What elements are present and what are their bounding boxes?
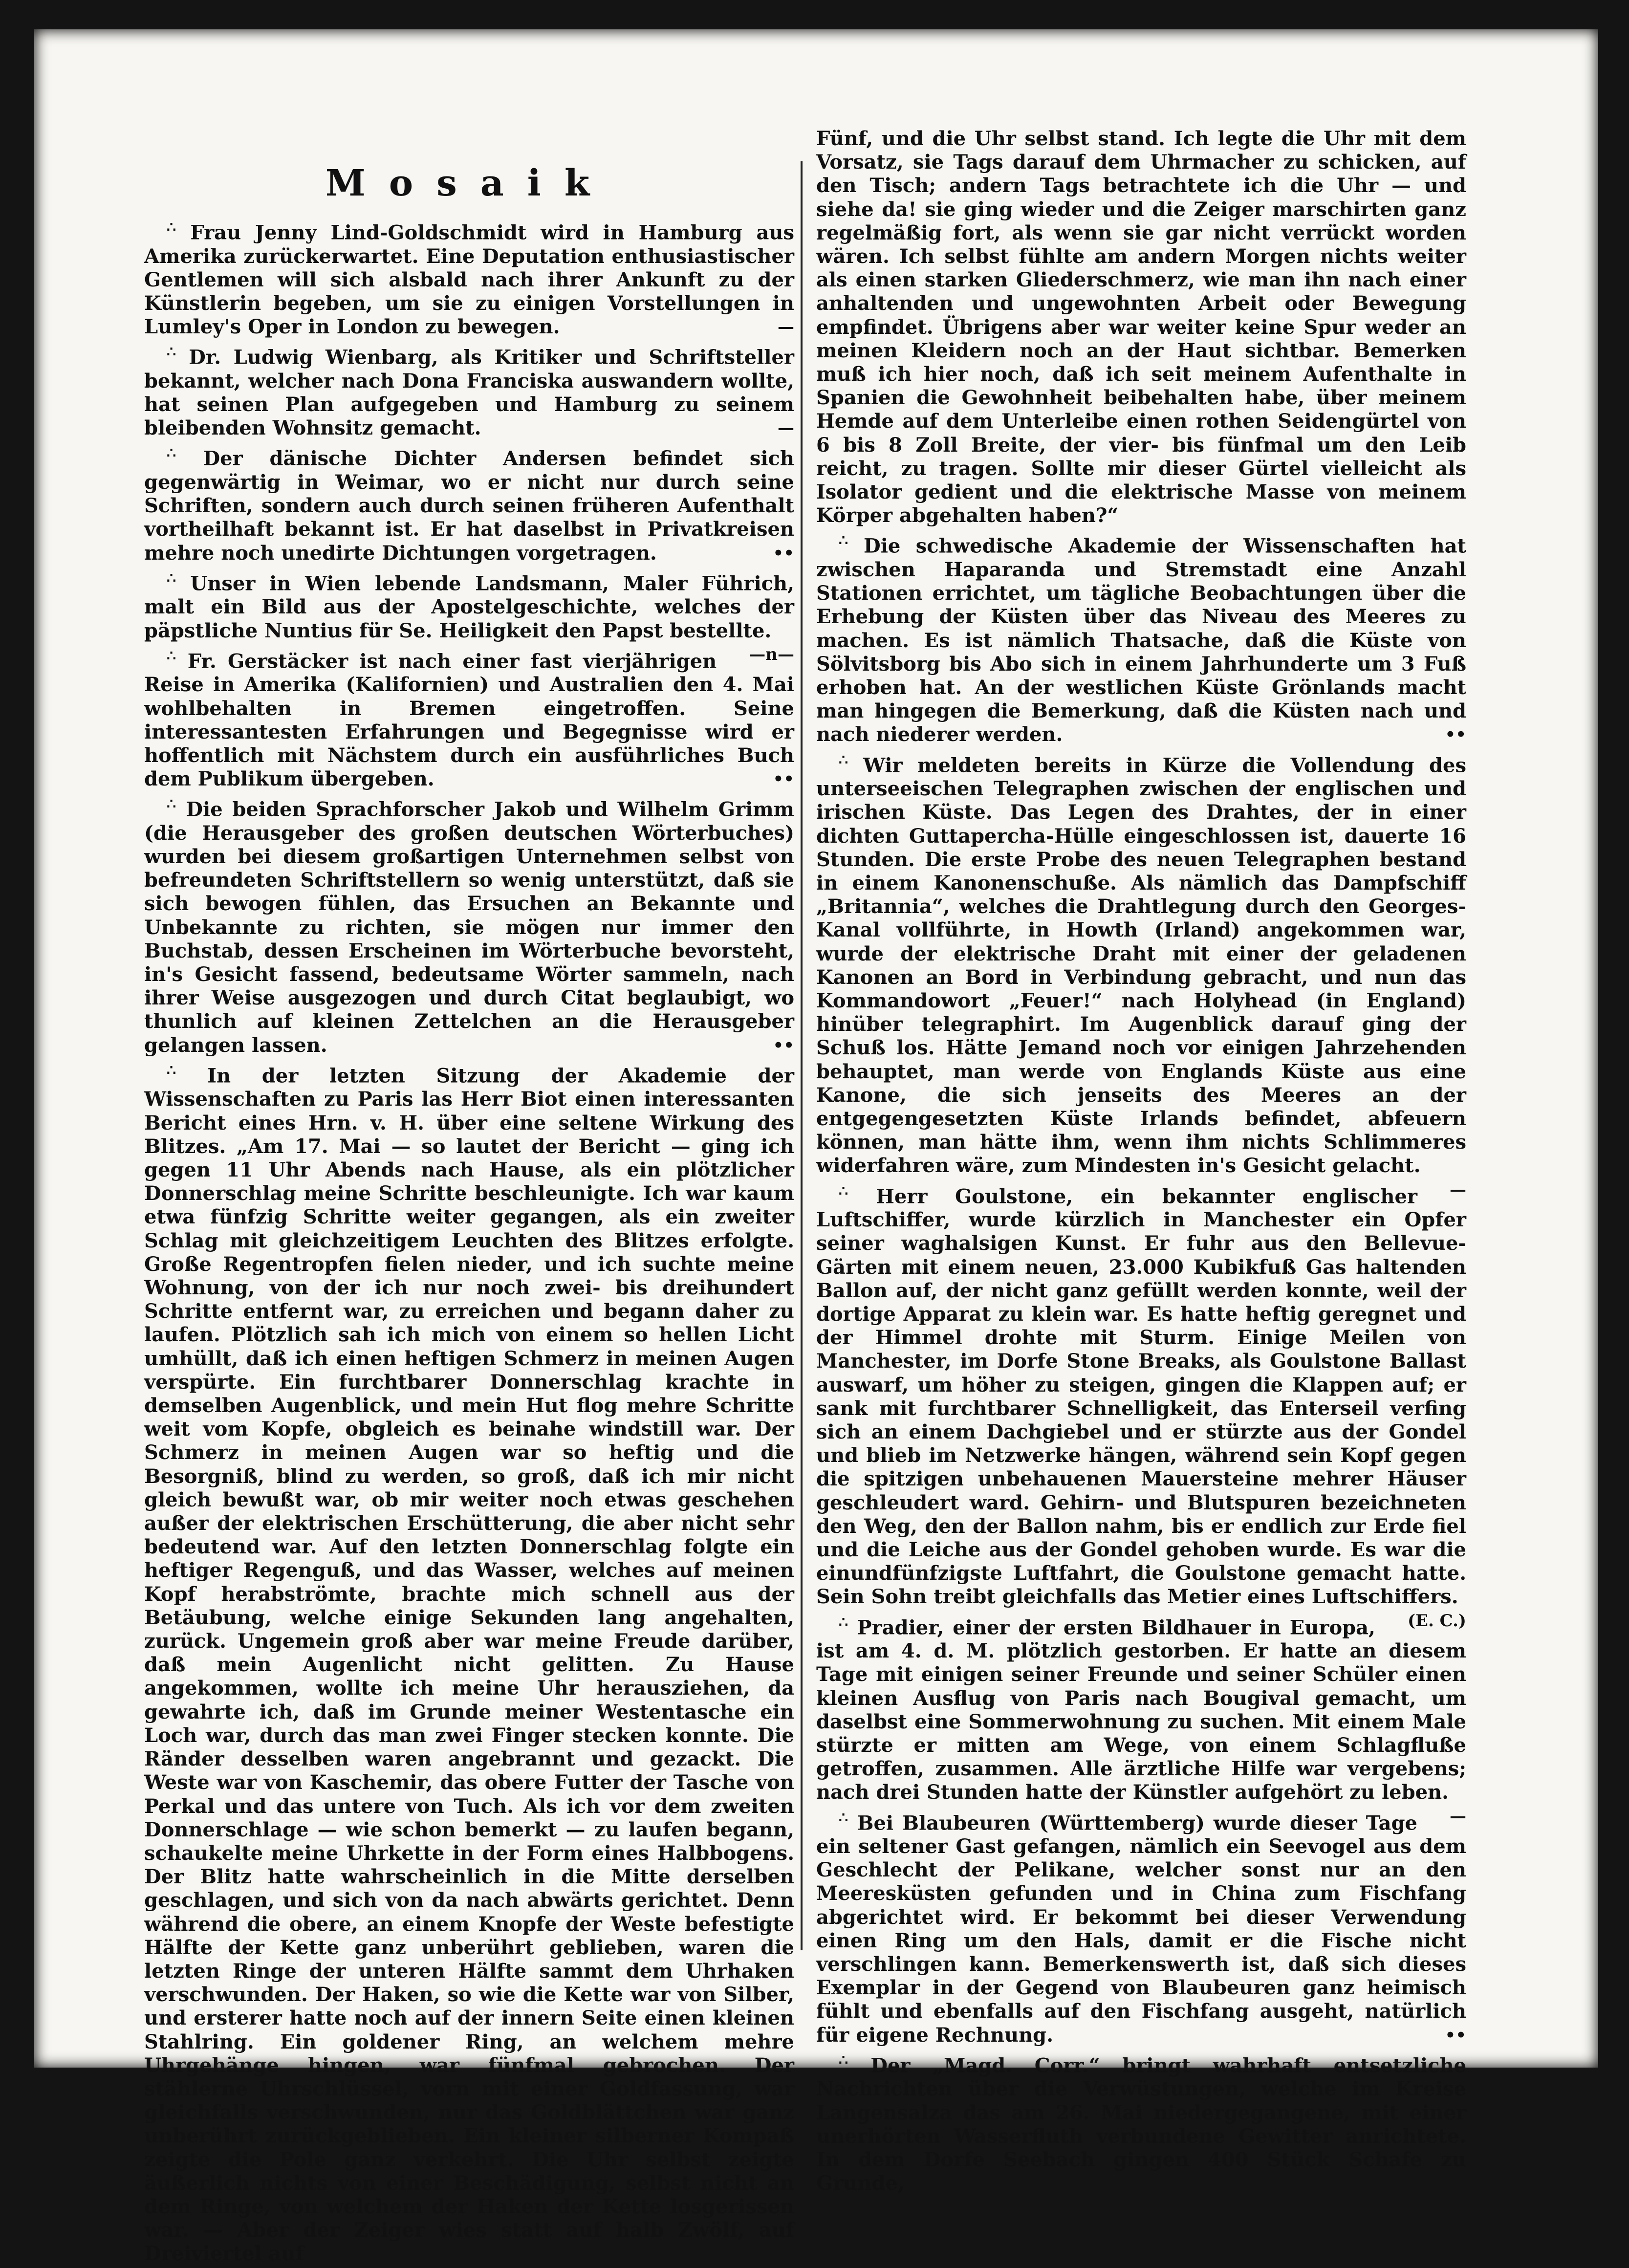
asterism-icon: ∴ [839, 532, 864, 550]
asterism-icon: ∴ [167, 219, 191, 236]
right-article-list [816, 127, 1466, 2195]
article-paragraph [816, 1180, 1466, 1631]
article-text: Die beiden Sprachforscher Jakob und Wilhelm Grimm (die Herausgeber des großen deutschen Wörterbuches) wurden bei diesem großartigen Unternehmen selbst von befreundeten Schriftstellern so wenig unterstützt, daß sie sich bewogen fühlen, das Ersuchen an Bekannte und Unbekannte zu richten, sie mögen nur immer den Buchstab, dessen Erscheinen im Wörterbuche bevorsteht, in's Gesicht fassend, bedeutsame Wörter sammeln, nach ihrer Weise ausgezogen und durch Citat beglaubigt, wo thunlich auf kleinen Zettelchen an die Herausgeber gelangen lassen. [144, 798, 794, 1057]
asterism-icon: ∴ [167, 647, 188, 665]
article-signature: •• [773, 769, 794, 789]
article-paragraph [816, 2049, 1466, 2196]
article-signature: •• [1445, 725, 1466, 745]
asterism-icon: ∴ [839, 2051, 871, 2069]
asterism-icon: ∴ [167, 1062, 208, 1079]
right-column [816, 127, 1466, 2197]
article-signature: — [1450, 1179, 1466, 1199]
column-rule [801, 161, 803, 1950]
article-paragraph [816, 529, 1466, 746]
asterism-icon: ∴ [839, 1182, 876, 1200]
article-paragraph [144, 1059, 794, 2266]
left-column [144, 127, 794, 2268]
asterism-icon: ∴ [839, 751, 864, 769]
article-paragraph [816, 1807, 1466, 2047]
article-text: Die schwedische Akademie der Wissenschaften hat zwischen Haparanda und Stremstadt eine Anzahl Stationen errichtet, um tägliche Beobachtungen über die Erhebung der Küsten über das Niveau des Meeres zu machen. Es ist nämlich Thatsache, daß die Küste von Sölvitsborg bis Abo sich in einem Jahrhunderte um 3 Fuß erhoben hat. An der westlichen Küste Grönlands macht man hingegen die Bemerkung, daß die Küsten nach und nach niederer werden. [816, 534, 1466, 746]
article-text: Frau Jenny Lind-Goldschmidt wird in Hamburg aus Amerika zurückerwartet. Eine Deputation enthusiastischer Gentlemen will sich alsbald nach ihrer Ankunft zu der Künstlerin begeben, um sie zu einigen Vorstellungen in Lumley's Oper in London zu bewegen. [144, 221, 794, 339]
article-paragraph [144, 442, 794, 565]
article-paragraph [144, 645, 794, 791]
asterism-icon: ∴ [167, 445, 203, 462]
asterism-icon: ∴ [167, 569, 191, 587]
newspaper-page [34, 29, 1598, 2266]
article-signature: — [1450, 1806, 1466, 1826]
article-signature: —n— [749, 644, 794, 664]
article-signature: •• [1445, 2025, 1466, 2045]
article-paragraph [144, 793, 794, 1057]
page-title: Mosaik [325, 162, 613, 204]
article-text: Herr Goulstone, ein bekannter englischer Luftschiffer, wurde kürzlich in Manchester ein Opfer seiner waghalsigen Kunst. Er fuhr aus den Bellevue-Gärten mit einem neuen, 23.000 Kubikfuß Gas haltenden Ballon auf, der nicht ganz gefüllt werden konnte, weil der dortige Apparat zu klein war. Es hatte heftig geregnet und der Himmel drohte mit Sturm. Einige Meilen von Manchester, im Dorfe Stone Breaks, als Goulstone Ballast auswarf, um höher zu steigen, gingen die Klappen auf; er sank mit furchtbarer Schnelligkeit, das Enterseil verfing sich an einem Dachgiebel und er stürzte aus der Gondel und blieb im Netzwerke hängen, während sein Kopf gegen die spitzigen unbehauenen Mauersteine mehrer Häuser geschleudert ward. Gehirn- und Blutspuren bezeichneten den Weg, den der Ballon nahm, bis er endlich zur Erde fiel und die Leiche aus der Gondel gehoben wurde. Es war die einundfünfzigste Luftfahrt, die Goulstone gemacht hatte. Sein Sohn treibt gleichfalls das Metier eines Luftschiffers. [816, 1184, 1466, 1609]
article-paragraph [816, 1611, 1466, 1826]
article-paragraph [816, 127, 1466, 527]
article-text: Der dänische Dichter Andersen befindet sich gegenwärtig in Weimar, wo er nicht nur durch seine Schriften, sondern auch durch seinen früheren Aufenthalt vortheilhaft bekannt ist. Er hat daselbst in Privatkreisen mehre noch unedirte Dichtungen vorgetragen. [144, 447, 794, 565]
article-paragraph [144, 216, 794, 339]
article-paragraph [816, 749, 1466, 1199]
left-article-list [144, 216, 794, 2266]
article-text: Fr. Gerstäcker ist nach einer fast vierjährigen Reise in Amerika (Kalifornien) und Australien den 4. Mai wohlbehalten in Bremen eingetroffen. Seine interessantesten Erfahrungen und Begegnisse wird er hoffentlich mit Nächstem durch ein ausführliches Buch dem Publikum übergeben. [144, 650, 794, 791]
article-text: Bei Blaubeuren (Württemberg) wurde dieser Tage ein seltener Gast gefangen, nämlich ein Seevogel aus dem Geschlecht der Pelikane, welcher sonst nur an den Meeresküsten gefunden und in China zum Fischfang abgerichtet wird. Er bekommt bei dieser Verwendung einen Ring um den Hals, damit er die Fische nicht verschlingen kann. Bemerkenswerth ist, daß sich dieses Exemplar in der Gegend von Blaubeuren ganz heimisch fühlt und ebenfalls auf den Fischfang ausgeht, natürlich für eigene Rechnung. [816, 1811, 1466, 2047]
asterism-icon: ∴ [839, 1809, 857, 1827]
article-signature: •• [773, 543, 794, 563]
article-text: Pradier, einer der ersten Bildhauer in Europa, ist am 4. d. M. plötzlich gestorben. Er hatte an diesem Tage mit einigen seiner Freunde und seiner Schüler einen kleinen Ausflug von Paris nach Bougival gemacht, um daselbst eine Sommerwohnung zu suchen. Mit einem Male stürzte er mitten am Wege, von einem Schlagfluße getroffen, zusammen. Alle ärztliche Hilfe war vergebens; nach drei Stunden hatte der Künstler aufgehört zu leben. [816, 1615, 1466, 1804]
asterism-icon: ∴ [839, 1614, 857, 1631]
asterism-icon: ∴ [167, 344, 189, 361]
article-text: Unser in Wien lebende Landsmann, Maler Führich, malt ein Bild aus der Apostelgeschichte, welches der päpstliche Nuntius für Se. Heiligkeit den Papst bestellte. [144, 572, 795, 642]
article-text: Der „Magd. Corr.“ bringt wahrhaft entsetzliche Nachrichten über die Verwüstungen, welche im Kreise Langensalza das am 26. Mai niedergegangene, mit einer unerhörten Wasserfluth verbundene Gewitter anrichtete. In dem Dorfe Seebach gingen 400 Stück Schafe zu Grunde, [816, 2054, 1467, 2195]
article-signature: — [778, 317, 794, 337]
article-text: Dr. Ludwig Wienbarg, als Kritiker und Schriftsteller bekannt, welcher nach Dona Franciska auswandern wollte, hat seinen Plan aufgegeben und Hamburg zu seinem bleibenden Wohnsitz gemacht. [144, 346, 795, 440]
article-signature: — [778, 418, 794, 438]
article-signature: (E. C.) [1407, 1611, 1466, 1631]
asterism-icon: ∴ [167, 796, 186, 813]
article-text: In der letzten Sitzung der Akademie der Wissenschaften zu Paris las Herr Biot einen interessanten Bericht eines Hrn. v. H. über eine seltene Wirkung des Blitzes. „Am 17. Mai — so lautet der Bericht — ging ich gegen 11 Uhr Abends nach Hause, als ein plötzlicher Donnerschlag meine Schritte beschleunigte. Ich war kaum etwa fünfzig Schritte weiter gegangen, als ein zweiter Schlag mit gleichzeitigem Leuchten des Blitzes erfolgte. Große Regentropfen fielen nieder, und ich suchte meine Wohnung, von der ich nur noch zwei- bis dreihundert Schritte entfernt war, zu erreichen und begann daher zu laufen. Plötzlich sah ich mich von einem so hellen Licht umhüllt, daß ich einen heftigen Schmerz in meinen Augen verspürte. Ein furchtbarer Donnerschlag krachte in demselben Augenblick, und mein Hut flog mehre Schritte weit vom Kopfe, obgleich es beinahe windstill war. Der Schmerz in meinen Augen war so heftig und die Besorgniß, blind zu werden, so groß, daß ich mir nicht gleich bewußt war, ob mir weiter noch etwas geschehen außer der elektrischen Erschütterung, die aber nicht sehr bedeutend war. Auf den letzten Donnerschlag folgte ein heftiger Regenguß, und das Wasser, welches auf meinen Kopf herabströmte, brachte mich schnell aus der Betäubung, welche einige Sekunden lang angehalten, zurück. Ungemein groß aber war meine Freude darüber, daß mein Augenlicht nicht gelitten. Zu Hause angekommen, wollte ich meine Uhr herausziehen, da gewahrte ich, daß im Grunde meiner Westentasche ein Loch war, durch das man zwei Finger stecken konnte. Die Ränder desselben waren angebrannt und gezackt. Die Weste war von Kaschemir, das obere Futter der Tasche von Perkal und das untere von Tuch. Als ich vor dem zweiten Donnerschlage — wie schon bemerkt — zu laufen begann, schaukelte meine Uhrkette in der Form eines Halbbogens. Der Blitz hatte wahrscheinlich in die Mitte derselben geschlagen, und sich von da nach abwärts gerichtet. Denn während die obere, an einem Knopfe der Weste befestigte Hälfte der Kette ganz unberührt geblieben, waren die letzten Ringe der unteren Hälfte sammt dem Uhrhaken verschwunden. Der Haken, so wie die Kette war von Silber, und ersterer hatte noch auf der innern Seite einen kleinen Stahlring. Ein goldener Ring, an welchem mehre Uhrgehänge hingen, war fünfmal gebrochen. Der stählerne Uhrschlüssel, vorn mit einer Goldfassung, war gleichfalls verschwunden, nur das Goldblättchen war ganz unberührt zurückgeblieben. Ein kleiner silberner Kompaß zeigte die Pole ganz verkehrt. Die Uhr selbst zeigte äußerlich nichts von einer Beschädigung, selbst nicht an dem Ringe, von welchem der Haken der Kette losgerissen war. — Aber der Zeiger wies statt auf halb Zwölf, auf Dreiviertel auf [144, 1064, 794, 2266]
article-text: Wir meldeten bereits in Kürze die Vollendung des unterseeischen Telegraphen zwischen der englischen und irischen Küste. Das Legen des Drahtes, der in einer dichten Guttapercha-Hülle eingeschlossen ist, dauerte 16 Stunden. Die erste Probe des neuen Telegraphen bestand in einem Kanonenschuße. Als nämlich das Dampfschiff „Britannia“, welches die Drahtlegung durch den Georges-Kanal vollführte, in Howth (Irland) angekommen war, wurde der elektrische Draht mit einer der geladenen Kanonen an Bord in Verbindung gebracht, und nun das Kommandowort „Feuer!“ nach Holyhead (in England) hinüber telegraphirt. Im Augenblick darauf ging der Schuß los. Hätte Jemand noch vor einigen Jahrzehenden behauptet, man werde von Englands Küste aus eine Kanone, die sich jenseits des Meeres an der entgegengesetzten Küste Irlands befindet, abfeuern können, man hätte ihm, wenn ihm nichts Schlimmeres widerfahren wäre, zum Mindesten in's Gesicht gelacht. [816, 753, 1466, 1178]
article-text: Fünf, und die Uhr selbst stand. Ich legte die Uhr mit dem Vorsatz, sie Tags darauf dem Uhrmacher zu schicken, auf den Tisch; andern Tags betrachtete ich die Uhr — und siehe da! sie ging wieder und die Zeiger marschirten ganz regelmäßig fort, als wenn sie gar nicht verrückt worden wären. Ich selbst fühlte am andern Morgen nichts weiter als einen starken Gliederschmerz, wie man ihn nach einer anhaltenden und ungewohnten Arbeit oder Bewegung empfindet. Übrigens aber war weiter keine Spur weder an meinen Kleidern noch an der Haut sichtbar. Bemerken muß ich hier noch, daß ich seit meinem Aufenthalte in Spanien die Gewohnheit beibehalten habe, über meinem Hemde auf dem Unterleibe einen rothen Seidengürtel von 6 bis 8 Zoll Breite, der vier- bis fünfmal um den Leib reicht, zu tragen. Sollte mir dieser Gürtel vielleicht als Isolator gedient und die elektrische Masse von meinem Körper abgehalten haben?“ [816, 127, 1466, 527]
article-signature: •• [773, 1035, 794, 1055]
article-paragraph [144, 341, 794, 440]
article-paragraph [144, 567, 795, 664]
